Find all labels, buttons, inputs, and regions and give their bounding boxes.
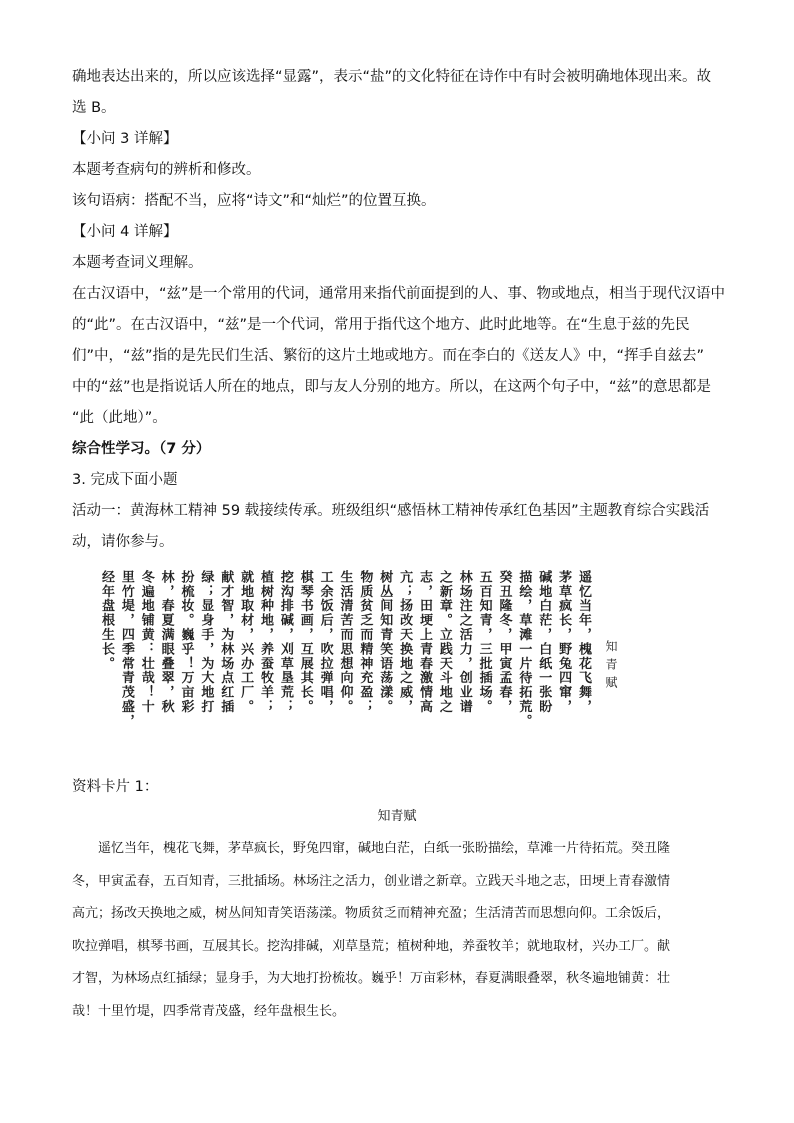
card-line: 哉！十里竹堤，四季常青茂盛，经年盘根生长。	[72, 1003, 346, 1019]
question-line: 3. 完成下面小题	[72, 472, 178, 488]
calligraphy-column: 树丛间知青笑语荡漾。	[377, 570, 393, 714]
calligraphy-column: 茅草疯长，野兔四窜，	[556, 570, 572, 714]
calligraphy-column: 癸丑隆冬，甲寅孟春，	[496, 570, 512, 714]
calligraphy-column: 林场注之活力，创业谱	[456, 570, 472, 714]
calligraphy-title: 知青赋	[604, 640, 618, 694]
calligraphy-column: 就地取材，兴办工厂。	[238, 570, 254, 714]
calligraphy-column: 里竹堤，四季常青茂盛，	[118, 570, 134, 729]
text-line: “此（此地）”。	[72, 410, 167, 426]
activity-line: 动，请你参与。	[72, 534, 174, 550]
card-line: 遥忆当年，槐花飞舞，茅草疯长，野兔四窜，碱地白茫，白纸一张盼描绘，草滩一片待拓荒。癸丑隆	[98, 841, 671, 856]
answer-explanation	[72, 62, 724, 558]
material-card-title: 知青赋	[377, 809, 417, 824]
calligraphy-column: 之新章。立践天斗地之	[436, 570, 452, 714]
card-line: 吹拉弹唱，棋琴书画，互展其长。挖沟排碱，刈草垦荒；植树种地，养蚕牧羊；就地取材，兴办工厂。献	[72, 938, 671, 954]
calligraphy-column: 植树种地，养蚕牧羊；	[258, 570, 273, 714]
text-line: 的“此”。在古汉语中，“兹”是一个代词，常用于指代这个地方、此时此地等。在“生息于兹的先民	[72, 317, 690, 333]
calligraphy-column: 林，春夏满眼叠翠，秋	[158, 570, 174, 714]
material-card-body	[72, 833, 722, 1028]
calligraphy-column: 志，田埂上青春激情高	[417, 570, 432, 714]
calligraphy-column: 冬遍地铺黄：壮哉！十	[138, 570, 154, 714]
calligraphy-column: 献才智，为林场点红插	[218, 570, 234, 714]
text-line: 该句语病：搭配不当，应将“诗文”和“灿烂”的位置互换。	[72, 193, 436, 209]
text-line: 本题考查词义理解。	[72, 255, 203, 271]
card-line: 高亢；扬改天换地之威，树丛间知青笑语荡漾。物质贫乏而精神充盈；生活清苦而思想向仰。工余饭后，	[72, 906, 671, 921]
calligraphy-column: 经年盘根生长。	[99, 570, 114, 671]
calligraphy-column: 扮梳妆。巍乎！万亩彩	[178, 570, 194, 714]
calligraphy-column: 亢；扬改天换地之威，	[397, 570, 413, 714]
activity-line: 活动一：黄海林工精神 59 载接续传承。班级组织“感悟林工精神传承红色基因”主题教育综合实践活	[72, 503, 710, 519]
calligraphy-column: 工余饭后，吹拉弹唱，	[317, 570, 333, 714]
calligraphy-column: 碱地白茫，白纸一张盼	[536, 570, 552, 714]
text-line: 们”中，“兹”指的是先民们生活、繁衍的这片土地或地方。而在李白的《送友人》中，“挥手自兹去”	[72, 348, 705, 364]
calligraphy-column: 挖沟排碱，刈草垦荒；	[277, 570, 293, 714]
calligraphy-column: 遥忆当年，槐花飞舞，	[576, 570, 591, 714]
text-line: 在古汉语中，“兹”是一个常用的代词，通常用来指代前面提到的人、事、物或地点，相当于现代汉语中	[72, 286, 726, 302]
calligraphy-column: 绿；显身手，为大地打	[198, 570, 214, 714]
material-card-label: 资料卡片 1：	[72, 779, 159, 795]
calligraphy-column: 描绘，草滩一片待拓荒。	[516, 570, 532, 729]
text-line: 中的“兹”也是指说话人所在的地点，即与友人分别的地方。所以，在这两个句子中，“兹”的意思都是	[72, 379, 712, 395]
text-line: 本题考查病句的辨析和修改。	[72, 162, 261, 178]
card-line: 冬，甲寅孟春，五百知青，三批插场。林场注之活力，创业谱之新章。立践天斗地之志，田埂上青春激情	[72, 873, 671, 889]
card-line: 才智，为林场点红插绿；显身手，为大地打扮梳妆。巍乎！万亩彩林，春夏满眼叠翠，秋冬遍地铺黄：壮	[72, 971, 671, 986]
section-heading: 综合性学习。（7 分）	[72, 441, 211, 457]
calligraphy-column: 五百知青，三批插场。	[476, 570, 492, 714]
sub-question-3-heading: 【小问 3 详解】	[72, 131, 178, 147]
sub-question-4-heading: 【小问 4 详解】	[72, 224, 178, 240]
calligraphy-artwork	[100, 570, 590, 750]
calligraphy-column: 生活清苦而思想向仰。	[337, 570, 353, 714]
text-line: 确地表达出来的，所以应该选择“显露”，表示“盐”的文化特征在诗作中有时会被明确地体现出来。故	[72, 69, 712, 85]
text-line: 选 B。	[72, 100, 116, 116]
calligraphy-column: 物质贫乏而精神充盈；	[357, 570, 373, 714]
calligraphy-column: 棋琴书画，互展其长。	[297, 570, 313, 714]
